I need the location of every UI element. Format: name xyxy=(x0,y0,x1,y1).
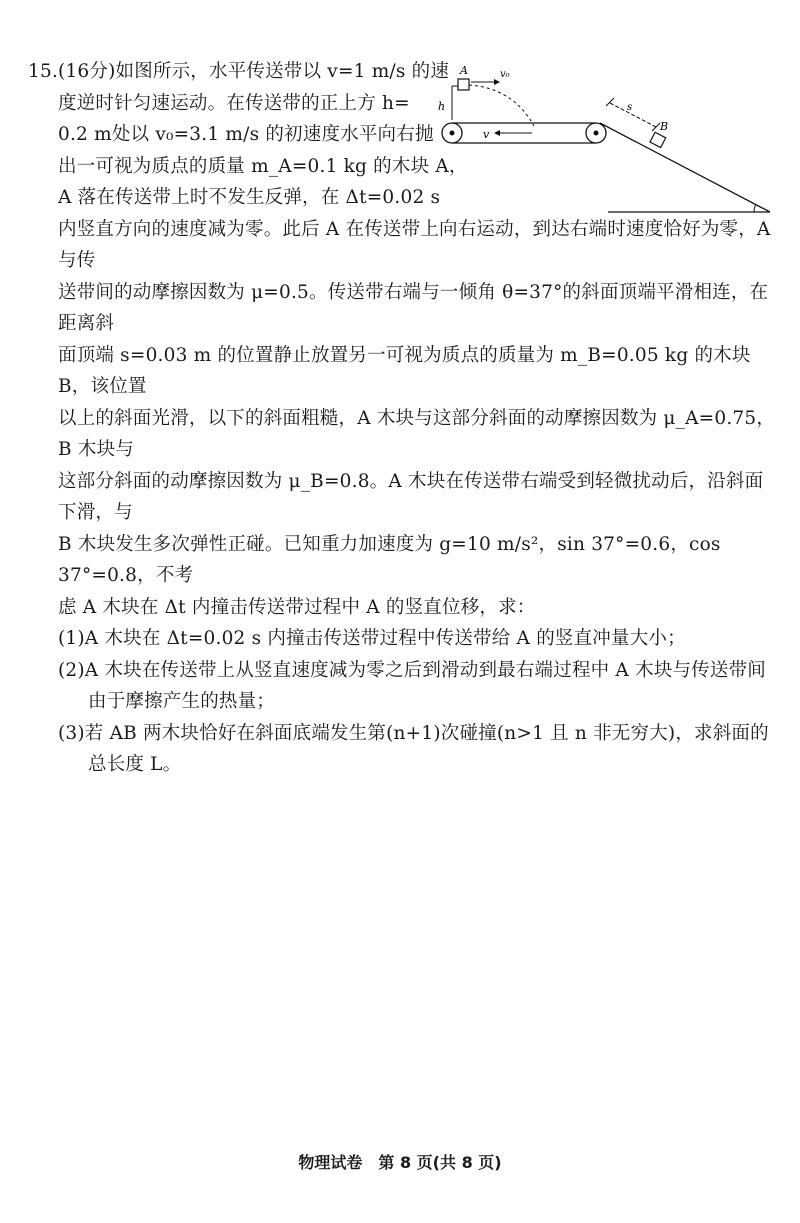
question-number: 15. xyxy=(28,61,59,82)
sub-question-1: (1)A 木块在 Δt=0.02 s 内撞击传送带过程中传送带给 A 的竖直冲量大小； xyxy=(58,628,686,649)
label-a: A xyxy=(460,64,468,77)
body-line: 面顶端 s=0.03 m 的位置静止放置另一可视为质点的质量为 m_B=0.05 kg 的木块 B，该位置 xyxy=(58,344,751,397)
sub-question-2: (2)A 木块在传送带上从竖直速度减为零之后到滑动到最右端过程中 A 木块与传送带间由于摩擦产生的热量； xyxy=(58,659,766,712)
label-s: s xyxy=(627,102,633,113)
label-h: h xyxy=(438,100,446,113)
question-intro xyxy=(28,56,776,214)
body-line: 以上的斜面光滑，以下的斜面粗糙，A 木块与这部分斜面的动摩擦因数为 μ_A=0.75，B 木块与 xyxy=(58,407,776,460)
question-text xyxy=(28,56,776,781)
intro-line-2: 度逆时针匀速运动。在传送带的正上方 h= xyxy=(58,92,410,114)
intro-line-4: 出一可视为质点的质量 m_A=0.1 kg 的木块 A， xyxy=(58,155,468,177)
question-body xyxy=(28,214,776,624)
sub-question-3: (3)若 AB 两木块恰好在斜面底端发生第(n+1)次碰撞(n>1 且 n 非无穷大)，求斜面的总长度 L。 xyxy=(58,722,769,775)
label-v0: v₀ xyxy=(500,69,510,80)
page-footer: 物理试卷 第 8 页(共 8 页) xyxy=(298,1153,502,1172)
intro-line-3: 0.2 m处以 v₀=3.1 m/s 的初速度水平向右抛 xyxy=(58,124,434,145)
body-line: 这部分斜面的动摩擦因数为 μ_B=0.8。A 木块在传送带右端受到轻微扰动后，沿斜面下滑，与 xyxy=(58,470,764,523)
label-b: B xyxy=(660,120,669,133)
body-line: B 木块发生多次弹性正碰。已知重力加速度为 g=10 m/s²，sin 37°=0.6，cos 37°=0.8，不考 xyxy=(58,533,721,586)
body-line: 内竖直方向的速度减为零。此后 A 在传送带上向右运动，到达右端时速度恰好为零，A 与传 xyxy=(58,218,771,271)
body-line: 送带间的动摩擦因数为 μ=0.5。传送带右端与一倾角 θ=37°的斜面顶端平滑相连，在距离斜 xyxy=(58,281,769,334)
sub-questions xyxy=(28,623,776,781)
body-line: 虑 A 木块在 Δt 内撞击传送带过程中 A 的竖直位移，求： xyxy=(58,596,536,618)
intro-line-1: 15.(16分)如图所示，水平传送带以 v=1 m/s 的速 xyxy=(28,61,450,82)
label-v: v xyxy=(483,128,490,141)
intro-line-5: A 落在传送带上时不发生反弹，在 Δt=0.02 s xyxy=(58,187,441,208)
